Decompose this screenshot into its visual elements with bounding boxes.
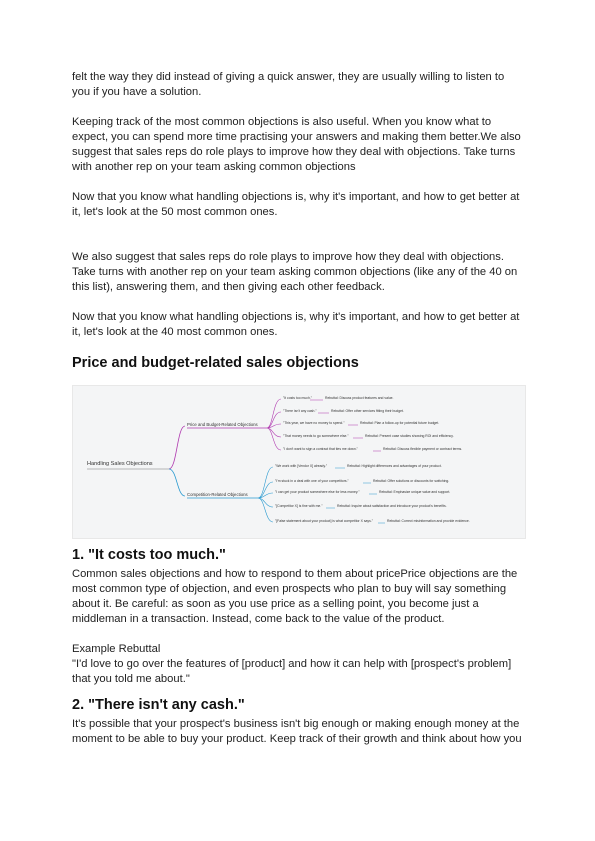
mindmap-price-obj-3: "This year, we have no money to spend." [283,421,345,425]
mindmap-price-obj-4: "That money needs to go somewhere else." [283,434,349,438]
paragraph-role-plays: We also suggest that sales reps do role plays to improve how they deal with objections. Take turns with another rep on your team asking common objections (like any of the 40 on this list), answering them, and then giving each other feedback. [72,251,518,293]
objection-1-example-label: Example Rebuttal [72,643,161,655]
mindmap-comp-obj-5: "[False statement about your product] is what competitor X says." [275,519,373,523]
objection-2-body: It's possible that your prospect's business isn't big enough or making enough money at the moment to be able to buy your product. Keep track of their growth and think about how you [72,718,522,745]
mindmap-comp-reb-2: Rebuttal: Offer solutions or discounts for switching. [373,479,450,483]
mindmap-image [72,385,526,539]
mindmap-comp-reb-4: Rebuttal: Inquire about satisfaction and introduce your product's benefits. [337,504,447,508]
objection-1-heading: 1. "It costs too much." [72,547,226,563]
document-page [72,70,524,762]
mindmap-price-reb-5: Rebuttal: Discuss flexible payment or contract terms. [383,447,463,451]
mindmap-price-obj-5: "I don't want to sign a contract that ties me down." [283,447,358,451]
mindmap-link-comp [169,469,185,496]
objection-2-heading: 2. "There isn't any cash." [72,697,245,713]
objection-1-example-text: "I'd love to go over the features of [product] and how it can help with [prospect's problem] that you told me about." [72,658,512,685]
paragraph-tracking: Keeping track of the most common objections is also useful. When you know what to expect, you can spend more time practising your answers and making them better.We also suggest that sales reps do role plays to improve how they deal with objections. Take turns with another rep on your team asking common objections [72,116,521,173]
mindmap-price-reb-1: Rebuttal: Discuss product features and value. [325,396,394,400]
paragraph-50-common: Now that you know what handling objections is, why it's important, and how to get better at it, let's look at the 50 most common ones. [72,191,520,218]
mindmap-comp-reb-5: Rebuttal: Correct misinformation and provide evidence. [387,519,470,523]
paragraph-intro-cont: felt the way they did instead of giving a quick answer, they are usually willing to listen to you if you have a solution. [72,71,505,98]
mindmap-svg [73,386,525,538]
mindmap-link-price [169,426,185,469]
mindmap-branch-price: Price and Budget-Related Objections [187,422,258,427]
mindmap-root: Handling Sales Objections [87,461,153,467]
mindmap-price-obj-1: "It costs too much." [283,396,312,400]
mindmap-comp-reb-3: Rebuttal: Emphasize unique value and support. [379,490,451,494]
mindmap-price-reb-2: Rebuttal: Offer other services fitting their budget. [331,409,404,413]
mindmap-comp-reb-1: Rebuttal: Highlight differences and advantages of your product. [347,464,442,468]
mindmap-comp-obj-1: "We work with [Vendor X] already." [275,464,328,468]
mindmap-comp-obj-3: "I can get your product somewhere else for less money." [275,490,360,494]
section-heading-price: Price and budget-related sales objections [72,355,359,371]
mindmap-price-reb-3: Rebuttal: Plan a follow-up for potential future budget. [360,421,440,425]
mindmap-price-reb-4: Rebuttal: Present case studies showing ROI and efficiency. [365,434,454,438]
mindmap-comp-obj-2: "I'm stuck in a deal with one of your competitors." [275,479,349,483]
paragraph-40-common: Now that you know what handling objections is, why it's important, and how to get better at it, let's look at the 40 most common ones. [72,311,520,338]
objection-1-body: Common sales objections and how to respond to them about pricePrice objections are the most common type of objection, and even prospects who plan to buy will say something about it. Be careful: as soon as you use price as a selling point, you become just a middleman in a transaction. Instead, come back to the value of the product. [72,568,518,625]
mindmap-price-obj-2: "There isn't any cash." [283,409,317,413]
mindmap-comp-obj-4: "[Competitor X] is fine with me." [275,504,323,508]
mindmap-branch-comp: Competition-Related Objections [187,492,248,497]
